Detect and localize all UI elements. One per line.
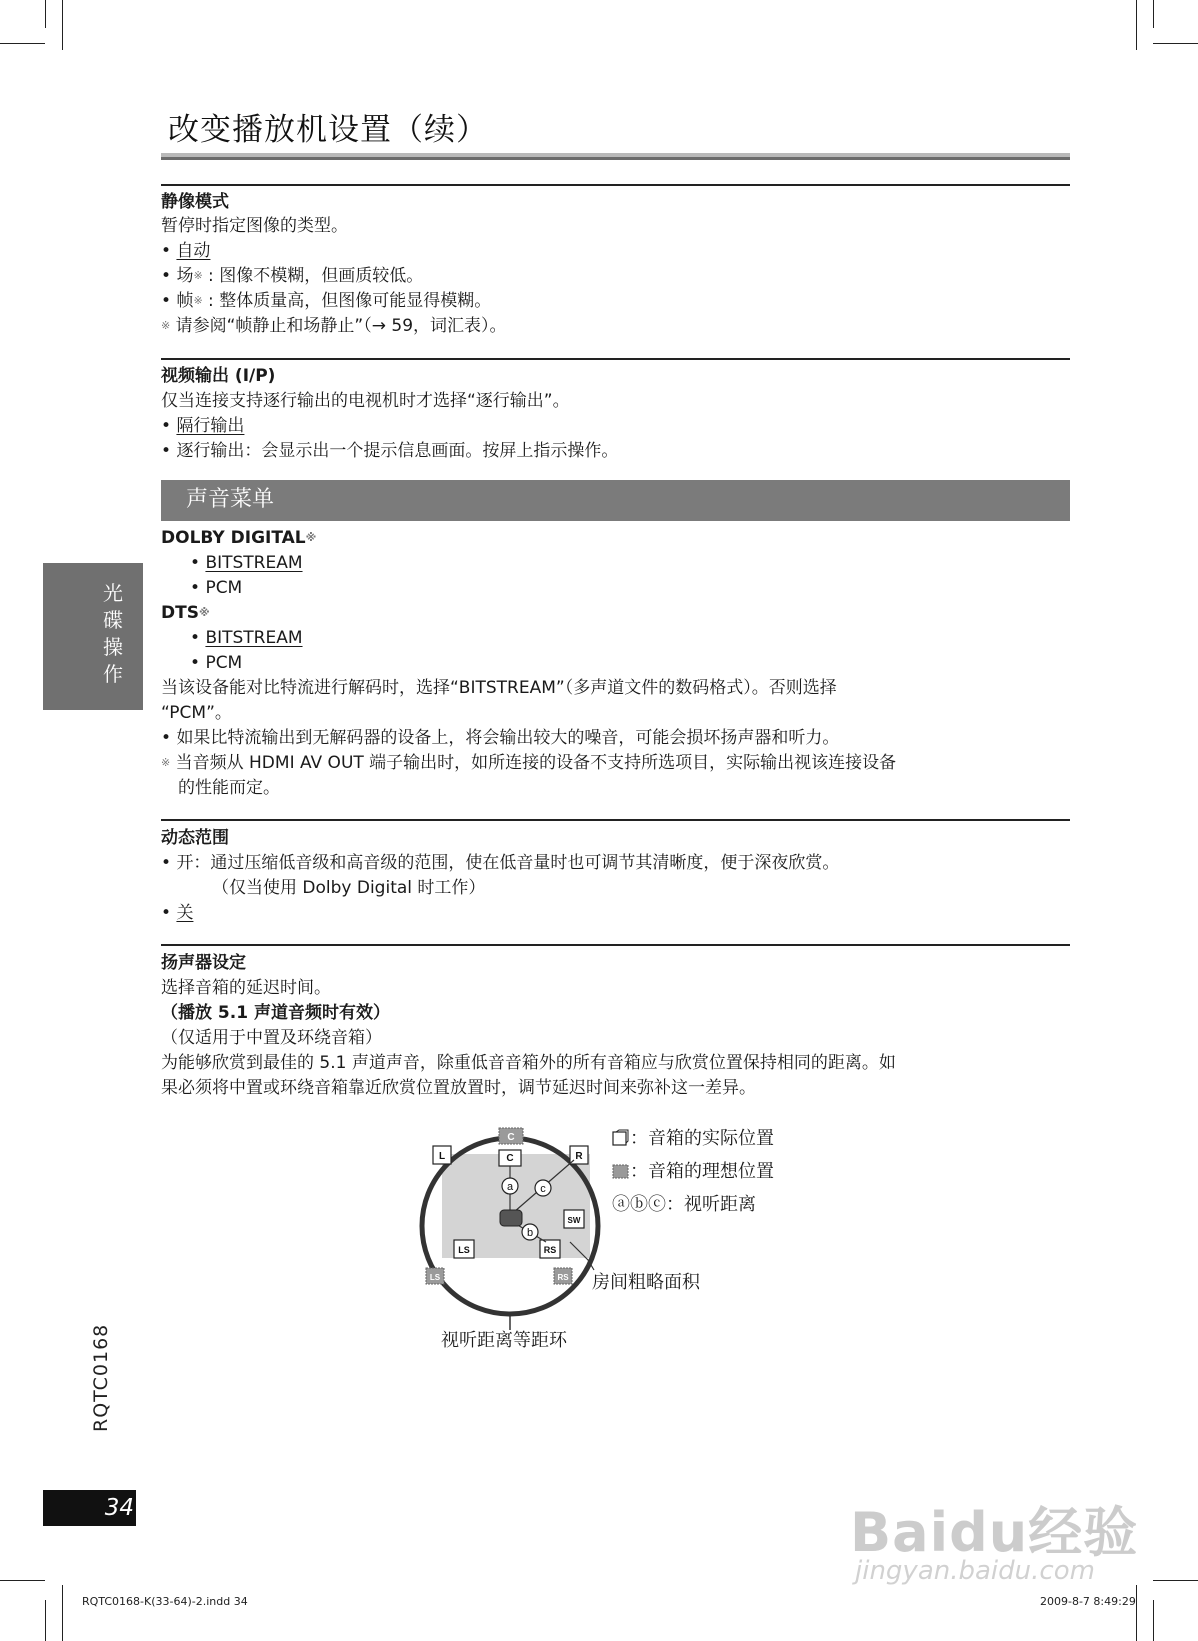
distance-b-label: b bbox=[526, 1227, 534, 1239]
speaker-c bbox=[499, 1150, 521, 1166]
speaker-setting-condition: （播放 5.1 声道音频时有效） bbox=[161, 1003, 390, 1023]
speaker-setting-para-line1: 为能够欣赏到最佳的 5.1 声道声音，除重低音音箱外的所有音箱应与欣赏位置保持相同的距离。如 bbox=[161, 1053, 896, 1073]
note-text: 当音频从 HDMI AV OUT 端子输出时，如所连接的设备不支持所选项目，实际输出视该连接设备 bbox=[175, 753, 897, 773]
distance-marker-a bbox=[502, 1178, 518, 1194]
speaker-rs bbox=[540, 1240, 560, 1258]
option-label: 逐行输出：会显示出一个提示信息画面。按屏上指示操作。 bbox=[176, 441, 619, 461]
video-output-desc: 仅当连接支持逐行输出的电视机时才选择“逐行输出”。 bbox=[161, 391, 570, 411]
crop-mark bbox=[45, 0, 46, 28]
option-label: PCM bbox=[205, 578, 243, 598]
footnote-text: 请参阅“帧静止和场静止”（→ 59，词汇表）。 bbox=[175, 316, 507, 336]
crop-mark bbox=[0, 1580, 45, 1581]
option-label: 开：通过压缩低音级和高音级的范围，使在低音量时也可调节其清晰度，便于深夜欣赏。 bbox=[176, 853, 840, 873]
video-output-option-interlace: • 隔行输出 bbox=[161, 416, 245, 436]
footnote-mark: ※ bbox=[161, 756, 171, 769]
option-desc: : 图像不模糊，但画质较低。 bbox=[202, 266, 424, 286]
title-rule bbox=[161, 157, 1070, 160]
still-mode-footnote bbox=[161, 314, 507, 338]
speaker-rs-label: RS bbox=[543, 1245, 557, 1255]
audio-desc-line2: “PCM”。 bbox=[161, 703, 232, 723]
speaker-rs-ideal-label: RS bbox=[557, 1273, 569, 1282]
footnote-mark: ※ bbox=[193, 294, 203, 307]
crop-mark bbox=[62, 0, 63, 50]
speaker-ls-ideal-label: LS bbox=[429, 1273, 441, 1282]
speaker-diagram bbox=[410, 1118, 740, 1348]
dolby-option-bitstream: • BITSTREAM bbox=[190, 553, 303, 573]
video-output-heading: 视频输出 (I/P) bbox=[161, 366, 276, 386]
model-code: RQTC0168 bbox=[90, 1323, 112, 1432]
default-option-label: BITSTREAM bbox=[205, 628, 303, 648]
actual-speaker-icon bbox=[612, 1129, 630, 1147]
audio-note-line1 bbox=[161, 751, 896, 775]
option-label: 场 bbox=[176, 266, 194, 286]
footnote-mark: ※ bbox=[305, 531, 317, 544]
section-divider bbox=[161, 184, 1070, 186]
section-divider bbox=[161, 944, 1070, 946]
crop-mark bbox=[1153, 1600, 1154, 1641]
distance-a-label: a bbox=[506, 1181, 514, 1193]
speaker-setting-condition2: （仅适用于中置及环绕音箱） bbox=[161, 1028, 382, 1048]
legend-ideal bbox=[612, 1157, 774, 1183]
crop-mark bbox=[1153, 0, 1154, 28]
dynamic-range-heading: 动态范围 bbox=[161, 828, 229, 848]
crop-mark bbox=[62, 1585, 63, 1641]
option-label: 帧 bbox=[176, 291, 194, 311]
speaker-ls-label: LS bbox=[458, 1245, 470, 1255]
chapter-side-tab bbox=[43, 563, 143, 710]
still-mode-option-auto: • 自动 bbox=[161, 241, 211, 261]
audio-menu-band bbox=[161, 480, 1070, 521]
legend-distance bbox=[612, 1190, 756, 1216]
footer-timestamp: 2009-8-7 8:49:29 bbox=[1040, 1595, 1136, 1608]
speaker-setting-heading: 扬声器设定 bbox=[161, 953, 246, 973]
speaker-sw-label: SW bbox=[567, 1216, 581, 1225]
crop-mark bbox=[1153, 43, 1198, 44]
distance-c-label: c bbox=[540, 1183, 546, 1195]
distance-marks: ⓐⓑⓒ bbox=[612, 1194, 666, 1215]
dts-option-pcm: • PCM bbox=[190, 653, 243, 673]
speaker-r-label: R bbox=[575, 1151, 583, 1162]
speaker-c-ideal bbox=[499, 1128, 523, 1144]
dynamic-range-option-on: • 开：通过压缩低音级和高音级的范围，使在低音量时也可调节其清晰度，便于深夜欣赏。 bbox=[161, 853, 840, 873]
crop-mark bbox=[1136, 1585, 1137, 1641]
section-divider bbox=[161, 358, 1070, 360]
legend-actual-text: ：音箱的实际位置 bbox=[630, 1128, 774, 1149]
default-option-label: BITSTREAM bbox=[205, 553, 303, 573]
still-mode-desc: 暂停时指定图像的类型。 bbox=[161, 216, 348, 236]
default-option-label: 自动 bbox=[176, 241, 211, 261]
room-area-label: 房间粗略面积 bbox=[592, 1272, 700, 1293]
audio-note-line2: 的性能而定。 bbox=[178, 778, 280, 798]
section-divider bbox=[161, 819, 1070, 821]
dts-heading bbox=[161, 601, 210, 625]
video-output-option-progressive: • 逐行输出：会显示出一个提示信息画面。按屏上指示操作。 bbox=[161, 441, 619, 461]
speaker-ls-ideal bbox=[426, 1268, 444, 1284]
legend-distance-text: ：视听距离 bbox=[666, 1194, 756, 1215]
watermark-url: jingyan.baidu.com bbox=[855, 1556, 1095, 1586]
crop-mark bbox=[0, 43, 45, 44]
listener-seat bbox=[500, 1210, 522, 1226]
chapter-side-tab-label: 光碟操作 bbox=[103, 581, 123, 686]
dts-heading-text: DTS bbox=[161, 603, 199, 623]
speaker-rs-ideal bbox=[554, 1268, 572, 1284]
default-option-label: 隔行输出 bbox=[176, 416, 245, 436]
option-desc: : 整体质量高，但图像可能显得模糊。 bbox=[202, 291, 492, 311]
speaker-l bbox=[433, 1146, 451, 1164]
footnote-mark: ※ bbox=[161, 319, 171, 332]
footnote-mark: ※ bbox=[193, 269, 203, 282]
distance-marker-b bbox=[522, 1224, 538, 1240]
still-mode-heading: 静像模式 bbox=[161, 192, 229, 212]
legend-ideal-text: ：音箱的理想位置 bbox=[630, 1161, 774, 1182]
ring-label: 视听距离等距环 bbox=[441, 1330, 567, 1351]
crop-mark bbox=[1136, 0, 1137, 50]
still-mode-option-field: • 场※ : 图像不模糊，但画质较低。 bbox=[161, 266, 424, 286]
speaker-c-ideal-label: C bbox=[507, 1132, 515, 1143]
warning-text: 如果比特流输出到无解码器的设备上，将会输出较大的噪音，可能会损坏扬声器和听力。 bbox=[176, 728, 840, 748]
speaker-setting-desc: 选择音箱的延迟时间。 bbox=[161, 978, 331, 998]
option-label: PCM bbox=[205, 653, 243, 673]
watermark-brand: Baidu经验 bbox=[850, 1501, 1139, 1564]
legend-actual bbox=[612, 1124, 774, 1150]
page-title: 改变播放机设置（续） bbox=[168, 112, 488, 148]
page-number: 34 bbox=[104, 1495, 134, 1521]
audio-desc-line1: 当该设备能对比特流进行解码时，选择“BITSTREAM”（多声道文件的数码格式）。否则选择 bbox=[161, 678, 837, 698]
speaker-ls bbox=[454, 1240, 474, 1258]
ideal-speaker-icon bbox=[612, 1162, 630, 1180]
dolby-option-pcm: • PCM bbox=[190, 578, 243, 598]
footnote-mark: ※ bbox=[198, 606, 210, 619]
speaker-l-label: L bbox=[438, 1151, 446, 1162]
default-option-label: 关 bbox=[176, 903, 194, 923]
footer-file-info: RQTC0168-K(33-64)-2.indd 34 bbox=[82, 1595, 248, 1608]
distance-marker-c bbox=[535, 1180, 551, 1196]
crop-mark bbox=[1153, 1580, 1198, 1581]
speaker-setting-para-line2: 果必须将中置或环绕音箱靠近欣赏位置放置时，调节延迟时间来弥补这一差异。 bbox=[161, 1078, 756, 1098]
dynamic-range-on-note: （仅当使用 Dolby Digital 时工作） bbox=[212, 878, 486, 898]
speaker-sw bbox=[564, 1210, 584, 1228]
speaker-c-label: C bbox=[506, 1153, 514, 1164]
crop-mark bbox=[45, 1600, 46, 1641]
audio-warning: • 如果比特流输出到无解码器的设备上，将会输出较大的噪音，可能会损坏扬声器和听力。 bbox=[161, 728, 840, 748]
still-mode-option-frame: • 帧※ : 整体质量高，但图像可能显得模糊。 bbox=[161, 291, 492, 311]
audio-menu-title: 声音菜单 bbox=[186, 487, 275, 512]
dynamic-range-option-off: • 关 bbox=[161, 903, 194, 923]
dolby-heading bbox=[161, 526, 316, 550]
dolby-heading-text: DOLBY DIGITAL bbox=[161, 528, 306, 548]
dts-option-bitstream: • BITSTREAM bbox=[190, 628, 303, 648]
